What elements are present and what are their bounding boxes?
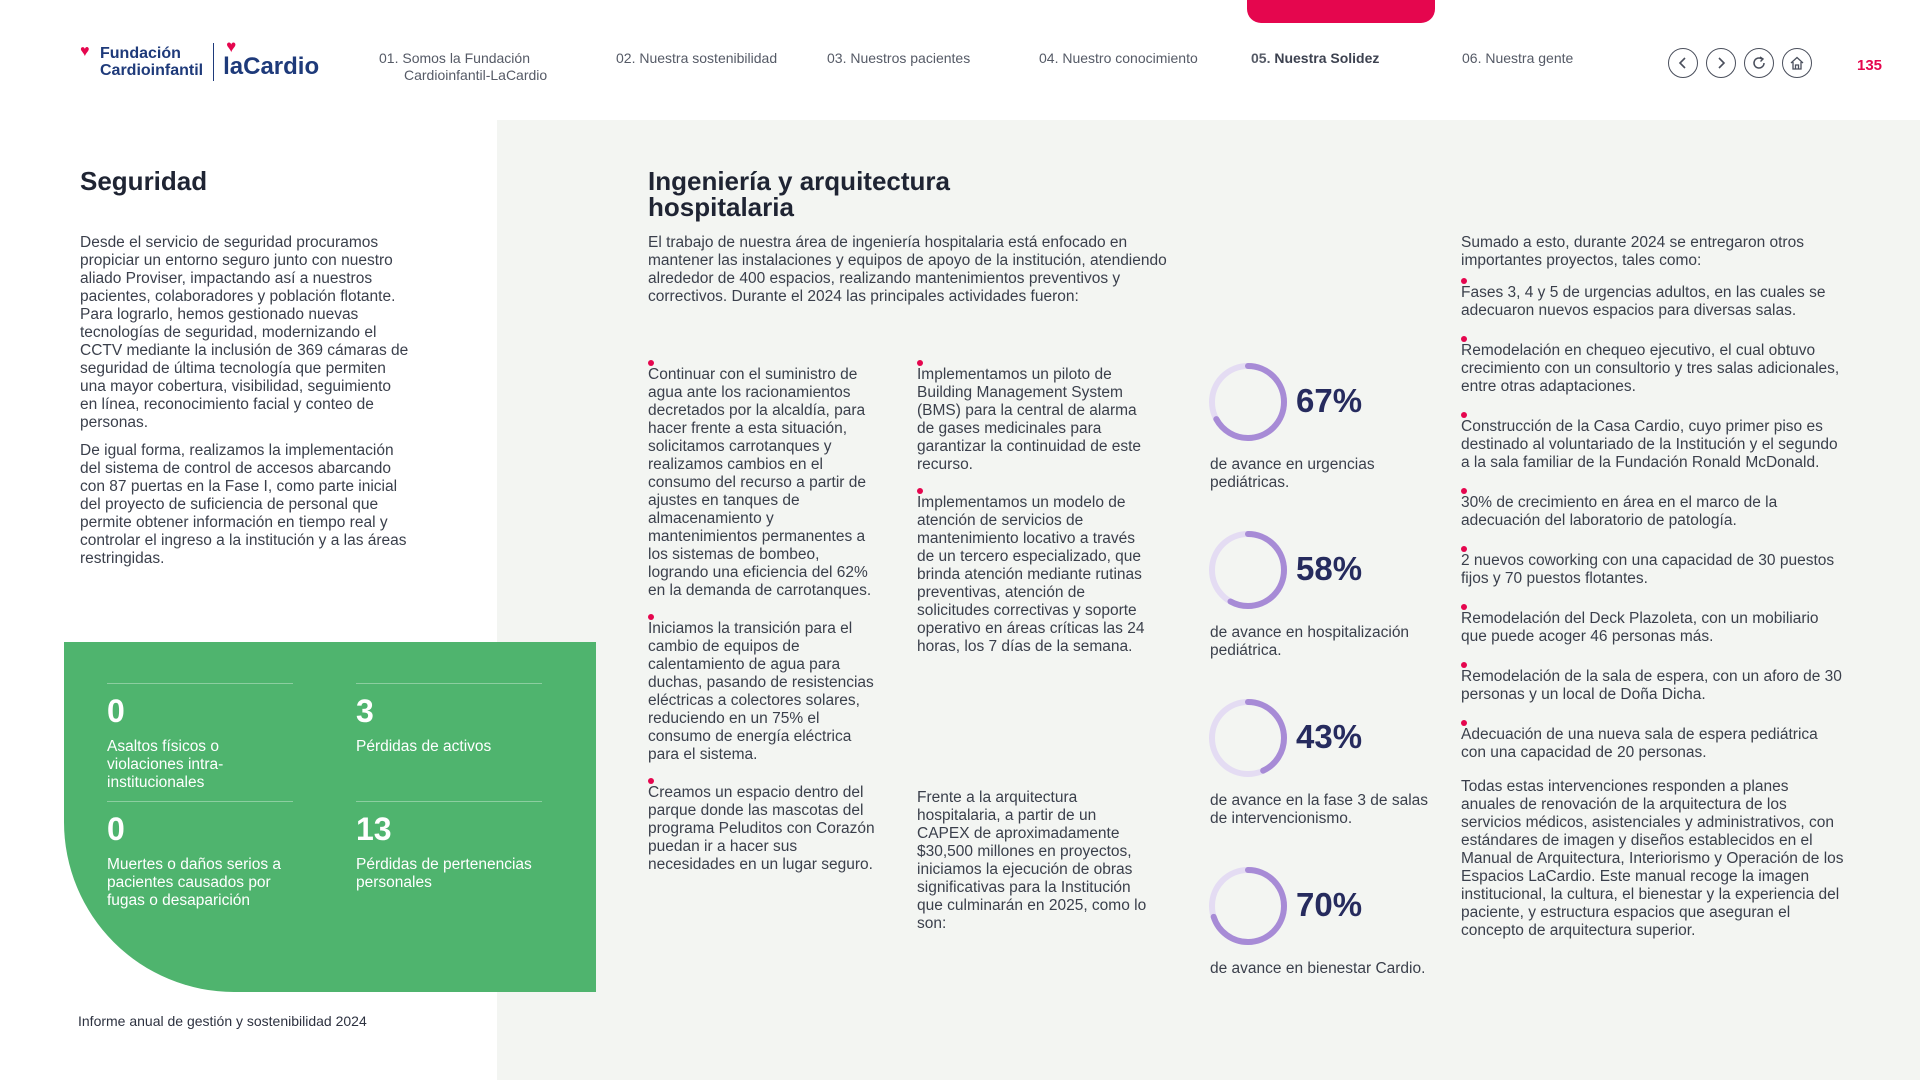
arrow-left-icon: [1675, 55, 1691, 71]
progress-caption: de avance en urgencias pediátricas.: [1210, 456, 1375, 491]
seguridad-paragraph-2: De igual forma, realizamos la implementación del sistema de control de accesos abarcando con 87 puertas en la Fase I, como parte inicial del proyecto de suficiencia de personal que permite obtener información en tiempo real y controlar el ingreso a la institución y a las áreas restringidas.: [80, 442, 407, 567]
heart-icon: ♥: [80, 43, 90, 60]
nav-label: Nuestra Solidez: [1274, 50, 1380, 66]
nav-num: 06.: [1462, 50, 1482, 66]
refresh-button[interactable]: [1744, 48, 1774, 78]
logo-text-lacardio: laCardio: [223, 53, 320, 80]
logo-divider: [213, 43, 214, 81]
stat-value: 13: [356, 811, 392, 847]
nav-item-gente[interactable]: [1462, 50, 1573, 67]
logo-text-line2: Cardioinfantil: [100, 62, 204, 79]
logo-lacardio: [223, 37, 320, 81]
stat-asaltos: [107, 683, 293, 792]
list-item: Remodelación del Deck Plazoleta, con un mobiliario que puede acoger 46 personas más.: [1461, 604, 1846, 646]
stat-muertes: [107, 801, 293, 910]
logo-text-line1: Fundación: [100, 45, 181, 62]
nav-item-conocimiento[interactable]: [1039, 50, 1198, 67]
stat-value: 0: [107, 811, 125, 847]
ingenieria-title: Ingeniería y arquitectura hospitalaria: [648, 166, 950, 222]
progress-value: 43%: [1296, 718, 1363, 755]
nav-label: Nuestros pacientes: [850, 50, 971, 66]
heart-icon: ♥: [226, 37, 237, 56]
page-number: 135: [1857, 57, 1883, 74]
logo-fundacion: [78, 45, 203, 79]
nav-num: 04.: [1039, 50, 1059, 66]
otros-proyectos-list: [1461, 278, 1846, 778]
stat-label: Asaltos físicos o violaciones intra-institucionales: [107, 738, 224, 791]
next-page-button[interactable]: [1706, 48, 1736, 78]
list-item: Remodelación en chequeo ejecutivo, el cual obtuvo crecimiento con un consultorio y tres salas adicionales, entre otras adaptaciones.: [1461, 336, 1846, 396]
stat-label: Pérdidas de activos: [356, 738, 492, 755]
otros-proyectos-intro: Sumado a esto, durante 2024 se entregaron otros importantes proyectos, tales como:: [1461, 234, 1804, 269]
nav-num: 03.: [827, 50, 847, 66]
stat-label: Pérdidas de pertenencias personales: [356, 856, 532, 891]
ingenieria-bullets-col1: [648, 360, 883, 888]
list-item: 2 nuevos coworking con una capacidad de 30 puestos fijos y 70 puestos flotantes.: [1461, 546, 1846, 588]
seguridad-stats-box: [64, 642, 596, 992]
prev-page-button[interactable]: [1668, 48, 1698, 78]
progress-ring: [1206, 696, 1290, 780]
nav-label: Nuestra gente: [1485, 50, 1574, 66]
stat-value: 0: [107, 693, 125, 729]
list-item: Construcción de la Casa Cardio, cuyo primer piso es destinado al voluntariado de la Institución y el segundo a la sala familiar de la Fundación Ronald McDonald.: [1461, 412, 1846, 472]
progress-caption: de avance en hospitalización pediátrica.: [1210, 624, 1410, 659]
nav-num: 02.: [616, 50, 636, 66]
seguridad-title: Seguridad: [80, 166, 208, 196]
seguridad-paragraph-1: Desde el servicio de seguridad procuramos propiciar un entorno seguro junto con nuestro aliado Proviser, impactando así a nuestros pacientes, colaboradores y población flotante. Para lograrlo, hemos gestionado nuevas tecnologías de seguridad, modernizando el CCTV mediante la inclusión de 369 cámaras de seguridad de última tecnología que permiten una mayor cobertura, visibilidad, seguimiento en línea, reconocimiento facial y conteo de personas.: [80, 234, 409, 431]
nav-item-solidez[interactable]: [1251, 50, 1379, 67]
progress-ring: [1206, 864, 1290, 948]
arrow-right-icon: [1713, 55, 1729, 71]
ingenieria-intro: El trabajo de nuestra área de ingeniería hospitalaria está enfocado en mantener las instalaciones y equipos de apoyo de la institución, atendiendo alrededor de 400 espacios, realizando mantenimientos preventivos y correctivos. Durante el 2024 las principales actividades fueron:: [648, 234, 1167, 305]
capex-paragraph: Frente a la arquitectura hospitalaria, a partir de un CAPEX de aproximadamente $30,500 millones en proyectos, iniciamos la ejecución de obras significativas para la Institución que culminarán en 2025, como lo son:: [917, 789, 1147, 932]
stat-label: Muertes o daños serios a pacientes causados por fugas o desaparición: [107, 856, 282, 909]
progress-ring: [1206, 360, 1290, 444]
progress-caption: de avance en bienestar Cardio.: [1210, 960, 1426, 977]
nav-item-sostenibilidad[interactable]: [616, 50, 777, 67]
stat-value: 3: [356, 693, 374, 729]
progress-value: 70%: [1296, 886, 1363, 923]
list-item: Continuar con el suministro de agua ante los racionamientos decretados por la alcaldía, para hacer frente a esta situación, solicitamos carrotanques y realizamos cambios en el consumo del recurso a partir de ajustes en tanques de almacenamiento y mantenimientos permanentes a los sistemas de bombeo, logrando una eficiencia del 62% en la demanda de carrotanques.: [648, 360, 883, 600]
progress-value: 67%: [1296, 382, 1363, 419]
nav-label-sub: Cardioinfantil-LaCardio: [404, 67, 548, 83]
active-section-indicator: [1247, 0, 1435, 23]
list-item: Fases 3, 4 y 5 de urgencias adultos, en las cuales se adecuaron nuevos espacios para diversas salas.: [1461, 278, 1846, 320]
list-item: Creamos un espacio dentro del parque donde las mascotas del programa Peluditos con Corazón puedan ir a hacer sus necesidades en un lugar seguro.: [648, 778, 883, 874]
progress-value: 58%: [1296, 550, 1363, 587]
header: [0, 0, 1920, 120]
ingenieria-bullets-col2: [917, 360, 1152, 670]
home-icon: [1789, 55, 1805, 71]
progress-caption: de avance en la fase 3 de salas de intervencionismo.: [1210, 792, 1429, 827]
nav-label: Somos la Fundación: [402, 50, 530, 66]
seguridad-body: [80, 234, 410, 578]
stat-perdidas-pertenencias: [356, 801, 542, 892]
home-button[interactable]: [1782, 48, 1812, 78]
stat-perdidas-activos: [356, 683, 542, 756]
list-item: Implementamos un modelo de atención de servicios de mantenimiento locativo a través de un tercero especializado, que brinda atención mediante rutinas preventivas, atención de solicitudes correctivas y soporte operativo en áreas críticas las 24 horas, los 7 días de la semana.: [917, 488, 1152, 656]
closing-paragraph: Todas estas intervenciones responden a planes anuales de renovación de la arquitectura de los servicios médicos, asistenciales y administrativos, con estándares de imagen y diseños establecidos en el Manual de Arquitectura, Interiorismo y Operación de los Espacios LaCardio. Este manual recoge la imagen institucional, la cultura, el bienestar y la experiencia del paciente, y estructura espacios que aseguran el concepto de arquitectura superior.: [1461, 778, 1844, 939]
refresh-icon: [1751, 55, 1767, 71]
nav-label: Nuestra sostenibilidad: [639, 50, 778, 66]
nav-item-pacientes[interactable]: [827, 50, 970, 67]
list-item: Adecuación de una nueva sala de espera pediátrica con una capacidad de 20 personas.: [1461, 720, 1846, 762]
list-item: Iniciamos la transición para el cambio de equipos de calentamiento de agua para duchas, pasando de resistencias eléctricas a colectores solares, reduciendo en un 75% el consumo de energía eléctrica para el sistema.: [648, 614, 883, 764]
progress-ring: [1206, 528, 1290, 612]
list-item: Implementamos un piloto de Building Management System (BMS) para la central de alarma de gases medicinales para garantizar la continuidad de este recurso.: [917, 360, 1152, 474]
footer-report-title: Informe anual de gestión y sostenibilidad 2024: [78, 1013, 367, 1029]
nav-label: Nuestro conocimiento: [1062, 50, 1198, 66]
list-item: 30% de crecimiento en área en el marco de la adecuación del laboratorio de patología.: [1461, 488, 1846, 530]
list-item: Remodelación de la sala de espera, con un aforo de 30 personas y un local de Doña Dicha.: [1461, 662, 1846, 704]
nav-num: 05.: [1251, 50, 1271, 66]
logo[interactable]: [78, 37, 320, 82]
nav-item-somos[interactable]: [379, 50, 547, 84]
nav-num: 01.: [379, 50, 399, 66]
